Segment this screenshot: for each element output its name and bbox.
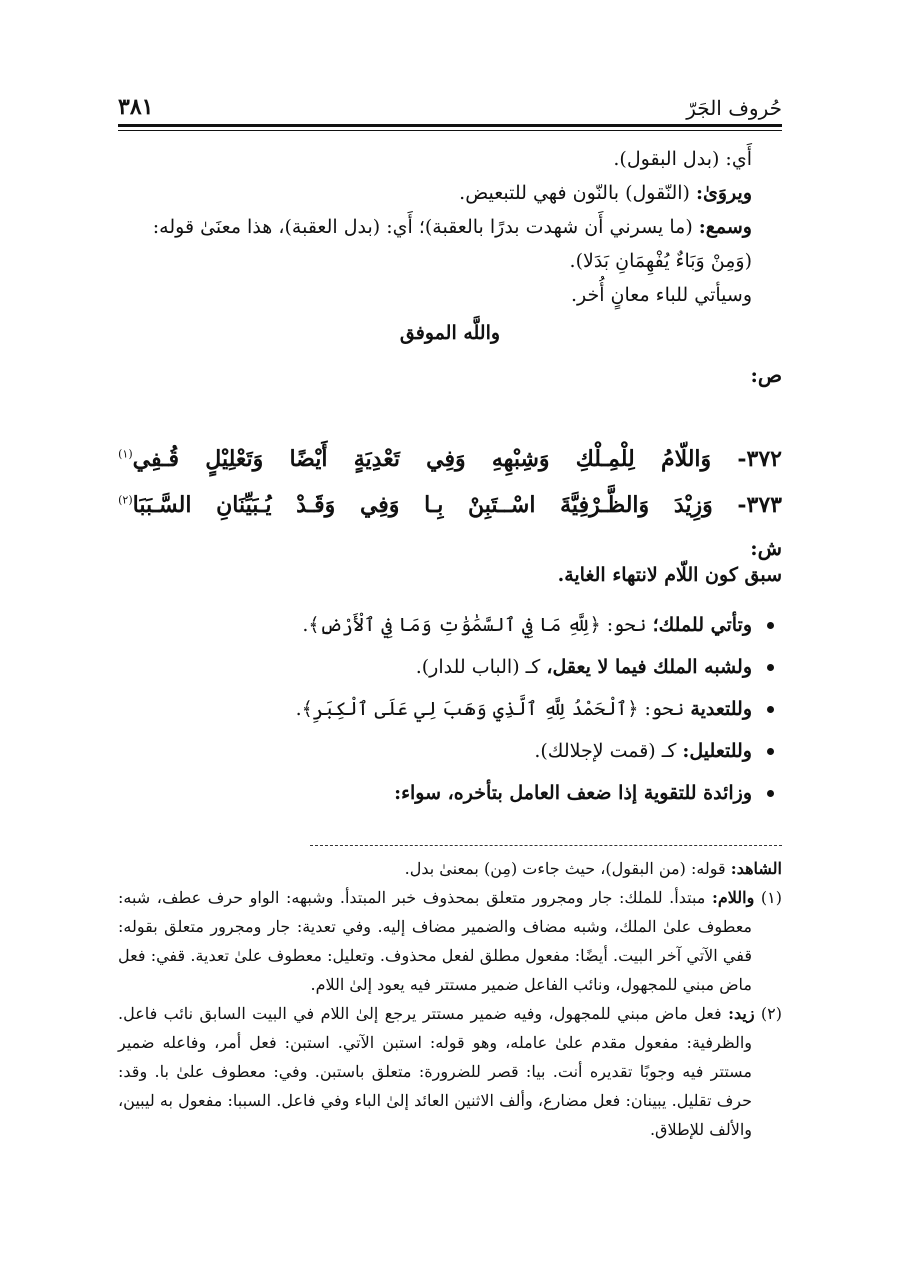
sharh-section: [118, 536, 782, 586]
paragraph-text: (ما يسرني أَن شهدت بدرًا بالعقبة)؛ أَي: (بدل العقبة)، هذا معنَىٰ قوله: (وَمِنْ وَبَاءٌ يُفْهِمَانِ بَدَلا).: [152, 216, 752, 272]
footnote-bold: زيد:: [728, 1004, 755, 1023]
paragraph: أَي: (بدل البقول).: [613, 148, 752, 170]
footnote-mark: (٢): [754, 1004, 783, 1023]
verse-word: بِـا: [424, 492, 444, 518]
paragraph: وسيأتي للباء معانٍ أُخر.: [570, 284, 752, 306]
closing-phrase: واللَّه الموفق: [399, 322, 501, 344]
verse-word: قُـفِي$^{(١)}$: [118, 446, 180, 472]
verse-word: السَّـبَبَا$^{(٢)}$: [118, 492, 192, 518]
section-label-s: ص:: [750, 363, 782, 387]
list-item: [118, 604, 782, 646]
sharh-intro: سبق كون اللّام لانتهاء الغاية.: [557, 564, 782, 586]
section-label-sh: ش:: [750, 536, 782, 560]
footnote-text: قوله: (من البقول)، حيث جاءت (مِن) بمعنىٰ بدل.: [404, 859, 731, 878]
bold-lead: وسمع:: [698, 216, 752, 238]
paragraph: [118, 176, 782, 210]
verse-word: تَعْدِيَةٍ: [353, 446, 400, 472]
footnote-ref: (١): [118, 447, 133, 461]
verse-word: وَاللّامُ: [660, 446, 712, 472]
header-rule-thick: [118, 124, 782, 127]
footnote-bold: الشاهد:: [730, 859, 782, 878]
bullet-dot: [767, 706, 774, 713]
bullet-bold: وزائدة للتقوية إذا ضعف العامل بتأخره، سواء:: [394, 782, 752, 804]
verse-line: [118, 492, 782, 518]
bullet-text: كـ (قمت لإجلالك).: [534, 740, 683, 762]
verse-word: يُـبَيِّنَانِ: [216, 492, 272, 518]
verse-line: [118, 446, 782, 472]
footnote-text: مبتدأ. للملك: جار ومجرور متعلق بمحذوف خبر المبتدأ. وشبهه: الواو حرف عطف، شبه: معطوف علىٰ الملك، وشبه مضاف والضمير مضاف إليه. وفي تعدية: جار ومجرور متعلق بقوله: قفي الآتي آخر البيت. أيضًا: مفعول مطلق لفعل محذوف. وتعليل: معطوف علىٰ تعدية. قفي: فعل ماض مبني للمجهول، ونائب الفاعل ضمير مستتر فيه يعود إلىٰ اللام.: [118, 888, 752, 994]
verse-word: وَفِي: [426, 446, 466, 472]
paragraph: [118, 210, 782, 278]
footnote-shahid: [118, 854, 782, 883]
verse-word: لِلْمِـلْكِ: [575, 446, 635, 472]
bullet-tail: .: [302, 614, 309, 636]
header-rule-thin: [118, 130, 782, 131]
verse-word: أَيْضًا: [289, 446, 328, 472]
verse-word: وَزِيْدَ: [673, 492, 713, 518]
footnote-1: [118, 883, 782, 999]
bold-lead: ويروَىٰ:: [695, 182, 752, 204]
bullet-dot: [767, 790, 774, 797]
list-item: [118, 646, 782, 688]
footnote-separator: [310, 845, 782, 846]
body-text: [118, 142, 782, 392]
paragraph-text: (النّقول) بالنّون فهي للتبعيض.: [459, 182, 696, 204]
footnote-text: فعل ماض مبني للمجهول، وفيه ضمير مستتر يرجع إلىٰ اللام في البيت السابق نائب فاعل. والظرفية: مفعول مقدم علىٰ عامله، وهو قوله: استبن الآتي. استبن: فعل أمر، وفاعله ضمير مستتر فيه وجوبًا تقديره أنت. بيا: قصر للضرورة: متعلق باستبن. وفي: معطوف علىٰ با. وقد: حرف تقليل. يبينان: فعل مضارع، وألف الاثنين العائد إلىٰ الباء وفي فاعل. السببا: مفعول به ليبين، والألف للإطلاق.: [118, 1004, 753, 1139]
bullet-bold: وتأتي للملك؛: [652, 614, 752, 636]
bullet-bold: وللتعدية: [690, 698, 752, 720]
verse-word: وَتَعْلِيْلٍ: [205, 446, 264, 472]
verse-number: ٣٧٢-: [737, 446, 782, 472]
bullet-text: نحو:: [638, 698, 691, 720]
verse-word: اسْــتَبِنْ: [468, 492, 536, 518]
running-title: حُروف الجَرّ: [686, 96, 782, 120]
bullet-list: [118, 604, 782, 814]
verse-word: وَالظَّـرْفِيَّةَ: [560, 492, 650, 518]
bullet-dot: [767, 748, 774, 755]
bullet-dot: [767, 622, 774, 629]
footnote-bold: واللام:: [711, 888, 755, 907]
verse-word: وَفِي: [359, 492, 400, 518]
verse-word: وَقَـدْ: [296, 492, 336, 518]
bullet-bold: وللتعليل:: [682, 740, 752, 762]
verse-number: ٣٧٣-: [737, 492, 782, 518]
verse-word: وَشِبْهِهِ: [491, 446, 550, 472]
quran-verse: ﴿ٱلْحَمْدُ لِلَّهِ ٱلَّذِي وَهَبَ لِي عَلَى ٱلْكِبَرِ﴾: [301, 698, 639, 720]
bullet-text: نحو:: [600, 614, 653, 636]
bullet-bold: ولشبه الملك فيما لا يعقل،: [546, 656, 752, 678]
bullet-text: كـ (الباب للدار).: [415, 656, 547, 678]
quran-verse: ﴿لِلَّهِ مَا فِي ٱلسَّمَٰوَٰتِ وَمَا فِي ٱلْأَرْضِ﴾: [308, 614, 601, 636]
list-item: [118, 772, 782, 814]
footnotes: [118, 854, 782, 1144]
footnote-ref: (٢): [118, 493, 133, 507]
footnote-2: [118, 999, 782, 1144]
list-item: [118, 730, 782, 772]
bullet-dot: [767, 664, 774, 671]
bullet-tail: .: [295, 698, 302, 720]
footnote-mark: (١): [754, 888, 783, 907]
page-header: [118, 84, 782, 120]
page-number: ٣٨١: [118, 94, 154, 120]
list-item: [118, 688, 782, 730]
